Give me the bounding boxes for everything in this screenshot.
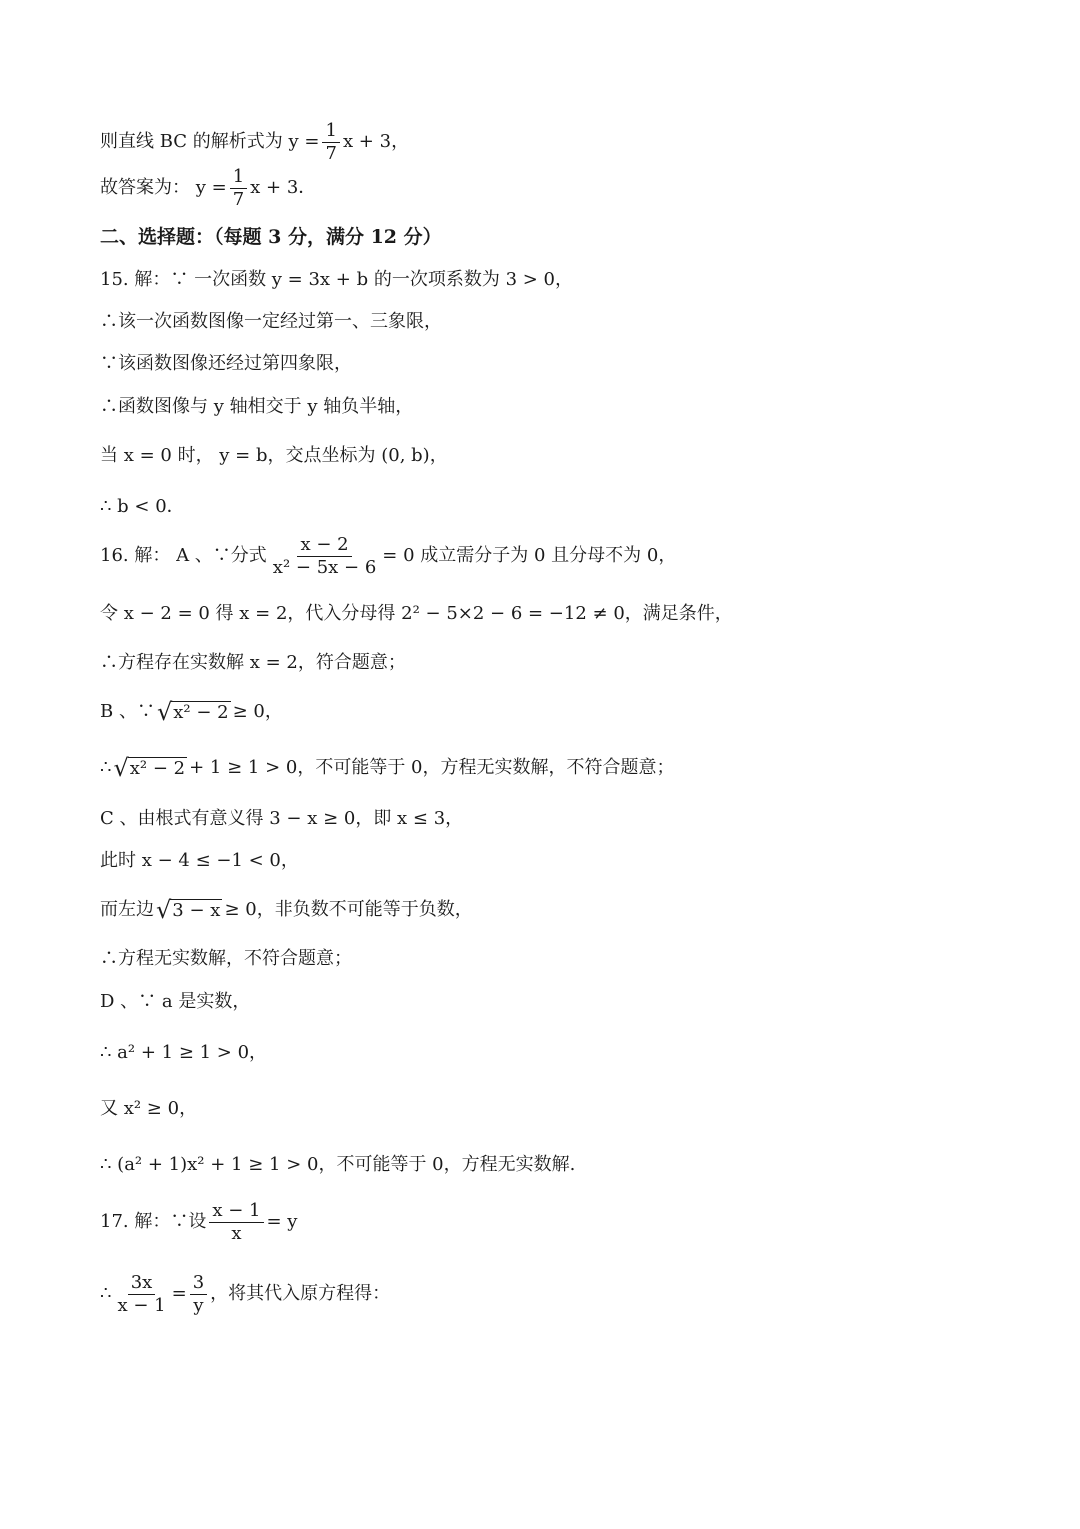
radical: √ x² − 2 — [113, 754, 186, 782]
radical-sign: √ — [156, 698, 173, 726]
q15-line: 当 x = 0 时， y = b，交点坐标为 (0, b)， — [100, 445, 448, 466]
fraction: $\frac{3}{y}$ — [190, 1273, 207, 1316]
line-bc-expression: 则直线 BC 的解析式为 y = $\frac{1}{7}$ x + 3， — [100, 119, 410, 164]
q16-line: ∴方程存在实数解 x = 2，符合题意； — [100, 652, 406, 673]
q16-c-line: 而左边 √ 3 − x ≥ 0，非负数不可能等于负数， — [100, 896, 473, 924]
q16-c-line: C 、由根式有意义得 3 − x ≥ 0，即 x ≤ 3， — [100, 808, 464, 829]
radical: √ x² − 2 — [156, 698, 229, 726]
q15-line: ∵该函数图像还经过第四象限， — [100, 353, 352, 374]
radical-sign: √ — [156, 896, 172, 924]
q15-line: 15. 解：∵ 一次函数 y = 3x + b 的一次项系数为 3 > 0， — [100, 269, 574, 290]
fraction: $\frac{x - 1}{x}$ — [209, 1201, 263, 1244]
q15-line: ∴ b < 0． — [100, 496, 185, 517]
q16-b-line: B 、∵ √ x² − 2 ≥ 0， — [100, 698, 283, 726]
q15-line: ∴函数图像与 y 轴相交于 y 轴负半轴， — [100, 396, 414, 417]
fraction: $\frac{x - 2}{\text{x² − 5x − 6}}$ — [272, 533, 377, 578]
q16-c-line: 此时 x − 4 ≤ −1 < 0， — [100, 850, 299, 871]
q16-d-line: D 、∵ a 是实数， — [100, 991, 251, 1012]
q17-line: 17. 解：∵设 $\frac{x - 1}{x}$ = y — [100, 1199, 298, 1244]
fraction: $\frac{1}{7}$ — [230, 167, 247, 210]
fraction: $\frac{3x}{x - 1}$ — [117, 1271, 166, 1316]
q16-line: 令 x − 2 = 0 得 x = 2，代入分母得 2² − 5×2 − 6 = −12 ≠ 0，满足条件， — [100, 603, 733, 624]
q17-line: ∴ $\frac{3x}{x - 1}$ = $\frac{3}{y}$ ，将其代入原方程得： — [100, 1271, 391, 1316]
radical-sign: √ — [113, 754, 129, 782]
q16-c-line: ∴方程无实数解，不符合题意； — [100, 948, 352, 969]
q16-d-line: ∴ (a² + 1)x² + 1 ≥ 1 > 0，不可能等于 0，方程无实数解. — [100, 1154, 576, 1175]
q16-b-line: ∴ √ x² − 2 + 1 ≥ 1 > 0，不可能等于 0，方程无实数解，不符合题意； — [100, 754, 675, 782]
q15-line: ∴该一次函数图像一定经过第一、三象限， — [100, 311, 442, 332]
q16-d-line: 又 x² ≥ 0， — [100, 1098, 198, 1119]
section-heading: 二、选择题：（每题 3 分，满分 12 分） — [100, 226, 442, 248]
q16-a-line: 16. 解： A 、∵分式 $\frac{x - 2}{\text{x² − 5x − 6}}$ = 0 成立需分子为 0 且分母不为 0， — [100, 533, 677, 578]
line-answer: 故答案为： y = $\frac{1}{7}$ x + 3． — [100, 165, 317, 210]
fraction: $\frac{1}{7}$ — [322, 121, 339, 164]
q16-d-line: ∴ a² + 1 ≥ 1 > 0， — [100, 1042, 268, 1063]
radical: √ 3 − x — [156, 896, 221, 924]
